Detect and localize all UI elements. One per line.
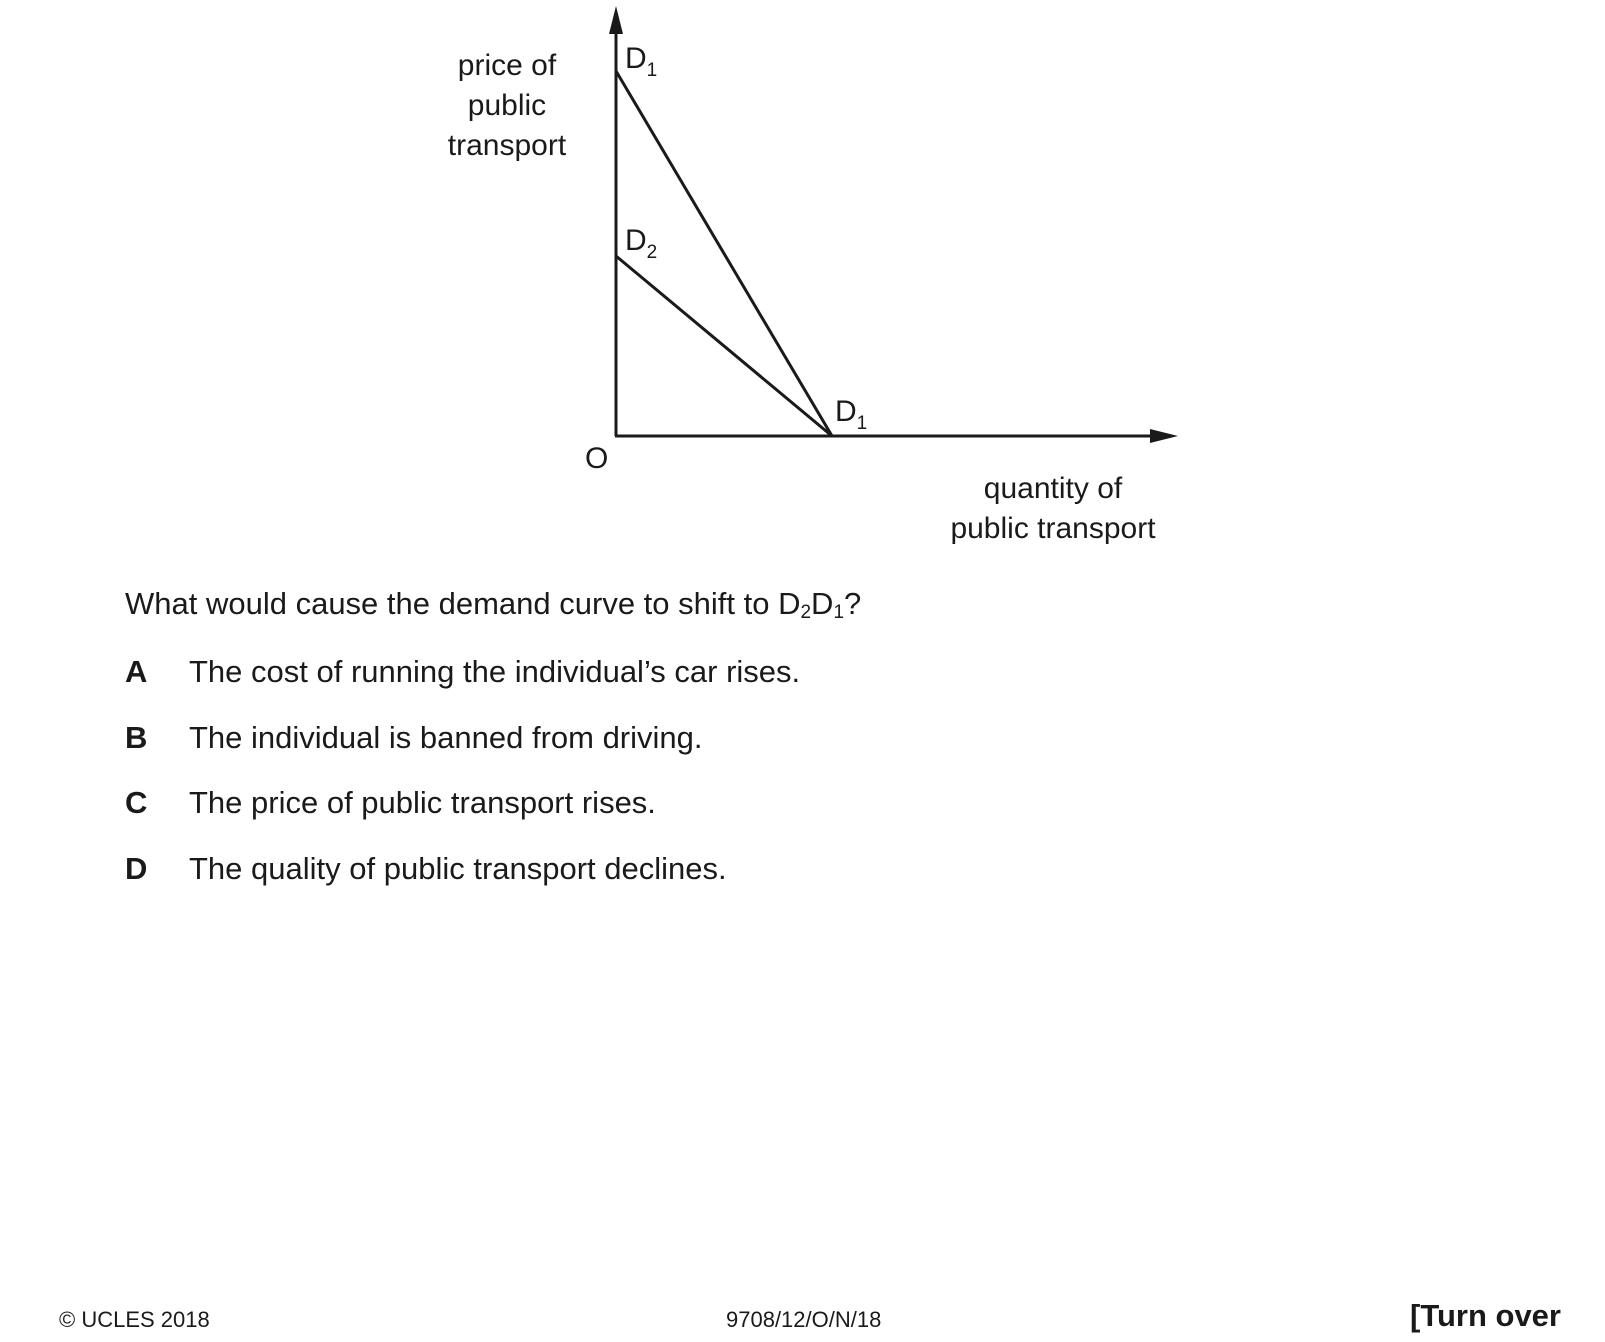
- x-axis-label-line-2: public transport: [950, 512, 1156, 545]
- y-axis-label-line-3: transport: [447, 129, 567, 162]
- curve-label-d1-top: $D_1$: [625, 42, 658, 81]
- question-text-mid: D: [811, 586, 834, 621]
- demand-curve-d2d1: [616, 256, 832, 436]
- footer-turn-over: [Turn over: [1410, 1298, 1561, 1333]
- question-subscript-2: 2: [800, 602, 812, 623]
- demand-diagram: [0, 0, 1605, 560]
- option-text: The quality of public transport declines.: [189, 850, 727, 886]
- footer-paper-code: 9708/12/O/N/18: [726, 1307, 882, 1332]
- option-text: The individual is banned from driving.: [189, 719, 703, 755]
- question-text-end: ?: [844, 586, 862, 621]
- option-text: The price of public transport rises.: [189, 785, 656, 820]
- y-axis-arrowhead: [609, 6, 623, 34]
- option-text: The cost of running the individual’s car rises.: [189, 654, 801, 689]
- footer-copyright: © UCLES 2018: [59, 1307, 210, 1332]
- answer-options: [125, 652, 800, 914]
- y-axis-label-line-1: price of: [457, 49, 557, 82]
- option-c: [125, 783, 800, 849]
- option-letter: C: [125, 785, 148, 820]
- option-a: [125, 652, 800, 718]
- question-text-start: What would cause the demand curve to shift to D: [125, 586, 801, 621]
- curve-label-d2: $D_2$: [625, 224, 658, 263]
- option-d: [125, 849, 800, 915]
- y-axis-label-line-2: public: [467, 89, 547, 122]
- option-letter: D: [125, 850, 148, 886]
- option-b: [125, 718, 800, 784]
- question-subscript-1: 1: [833, 602, 845, 623]
- x-axis-label-line-1: quantity of: [983, 472, 1123, 505]
- option-letter: A: [125, 654, 148, 689]
- x-axis-arrowhead: [1150, 429, 1178, 443]
- question-text: [125, 584, 861, 624]
- origin-label: O: [585, 442, 609, 475]
- option-letter: B: [125, 719, 148, 755]
- curve-label-d1-bottom: $D_1$: [835, 395, 868, 434]
